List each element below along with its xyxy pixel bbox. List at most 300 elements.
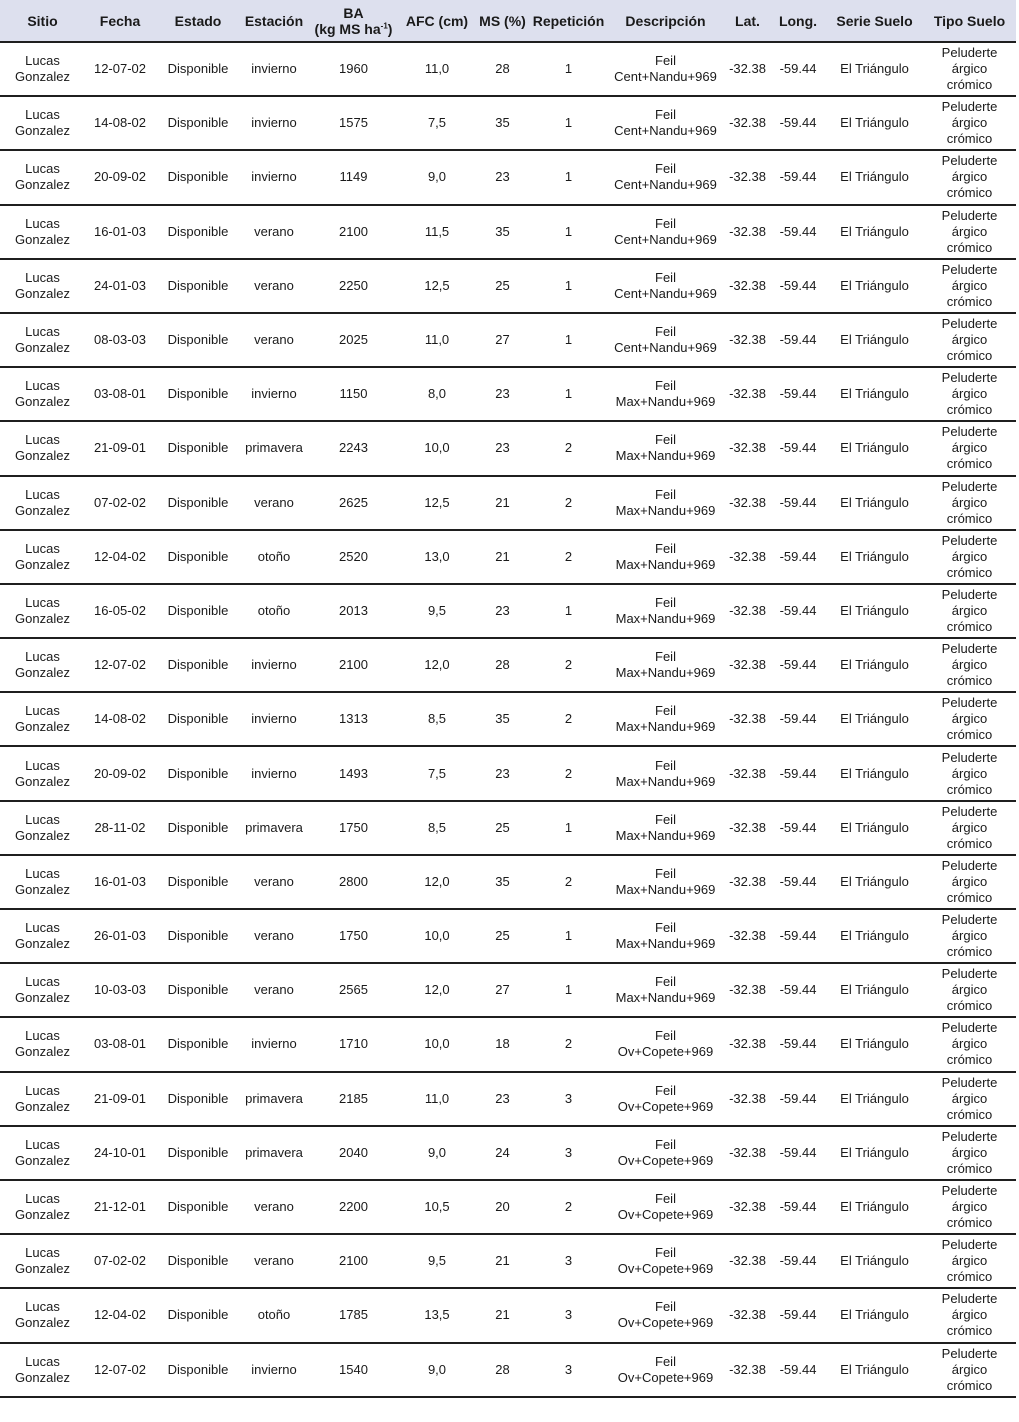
cell-tipo-suelo-text: árgico [951, 386, 988, 402]
cell-sitio-text: Gonzalez [15, 123, 70, 139]
cell-repeticion-text: 1 [564, 928, 573, 944]
header-afc: AFC (cm) [400, 0, 474, 42]
cell-estado [155, 1288, 241, 1342]
cell-repeticion [531, 313, 606, 367]
cell-estacion [241, 530, 307, 584]
cell-afc-text: 8,5 [427, 819, 447, 835]
cell-tipo-suelo [923, 1017, 1016, 1071]
cell-tipo-suelo-text: crómico [946, 1323, 993, 1339]
cell-estacion-text: primavera [245, 440, 303, 456]
cell-fecha-text: 14-08-02 [93, 711, 147, 727]
cell-descripcion-text: Cent+Nandu+969 [614, 340, 717, 356]
cell-estacion [241, 421, 307, 475]
cell-tipo-suelo-text: árgico [951, 765, 988, 781]
cell-estado-text: Disponible [167, 548, 229, 564]
cell-tipo-suelo [923, 96, 1016, 150]
cell-ms-text: 35 [495, 223, 510, 239]
cell-tipo-suelo-text: crómico [946, 402, 993, 418]
cell-estado [155, 313, 241, 367]
cell-ms-text: 21 [495, 1253, 510, 1269]
cell-estacion-text: invierno [251, 61, 297, 77]
header-sitio: Sitio [0, 0, 85, 42]
cell-serie-suelo [826, 205, 923, 259]
cell-ms-text: 21 [495, 494, 510, 510]
cell-sitio-text: Gonzalez [15, 285, 70, 301]
cell-sitio-text: Lucas [25, 865, 60, 881]
cell-serie-suelo-text: El Triángulo [840, 1307, 909, 1323]
table-row [0, 1343, 1016, 1397]
cell-estado-text: Disponible [167, 494, 229, 510]
cell-estado [155, 1072, 241, 1126]
cell-fecha-text: 12-07-02 [93, 1361, 147, 1377]
cell-estado-text: Disponible [167, 1144, 229, 1160]
cell-afc-text: 7,5 [427, 115, 447, 131]
cell-estacion [241, 584, 307, 638]
cell-sitio-text: Gonzalez [15, 936, 70, 952]
cell-estado [155, 96, 241, 150]
cell-fecha [85, 1288, 155, 1342]
table-row [0, 1126, 1016, 1180]
cell-ba [307, 1017, 400, 1071]
cell-fecha [85, 584, 155, 638]
cell-sitio [0, 1017, 85, 1071]
cell-lat [725, 530, 770, 584]
table-row [0, 909, 1016, 963]
cell-fecha [85, 313, 155, 367]
cell-long [770, 476, 826, 530]
cell-fecha-text: 24-10-01 [93, 1144, 147, 1160]
cell-tipo-suelo-text: crómico [946, 564, 993, 580]
cell-estacion [241, 746, 307, 800]
cell-afc [400, 1072, 474, 1126]
cell-estacion [241, 205, 307, 259]
cell-tipo-suelo-text: árgico [951, 169, 988, 185]
cell-fecha [85, 746, 155, 800]
cell-estado-text: Disponible [167, 928, 229, 944]
cell-long [770, 313, 826, 367]
cell-repeticion [531, 638, 606, 692]
cell-long [770, 1234, 826, 1288]
cell-long-text: -59.44 [779, 1199, 817, 1215]
cell-lat [725, 638, 770, 692]
cell-serie-suelo-text: El Triángulo [840, 223, 909, 239]
cell-repeticion-text: 1 [564, 169, 573, 185]
cell-fecha [85, 1126, 155, 1180]
cell-estado-text: Disponible [167, 223, 229, 239]
cell-fecha-text: 12-07-02 [93, 61, 147, 77]
cell-tipo-suelo-text: Peluderte [941, 1237, 998, 1253]
cell-descripcion [606, 1072, 725, 1126]
cell-estacion [241, 692, 307, 746]
cell-estado [155, 1234, 241, 1288]
cell-sitio [0, 205, 85, 259]
cell-estado [155, 746, 241, 800]
cell-descripcion-text: Max+Nandu+969 [615, 610, 716, 626]
cell-long-text: -59.44 [779, 1036, 817, 1052]
cell-tipo-suelo-text: Peluderte [941, 803, 998, 819]
cell-tipo-suelo-text: Peluderte [941, 749, 998, 765]
cell-tipo-suelo-text: Peluderte [941, 966, 998, 982]
cell-estacion [241, 638, 307, 692]
cell-descripcion-text: Max+Nandu+969 [615, 502, 716, 518]
cell-repeticion-text: 3 [564, 1361, 573, 1377]
cell-ba-text: 1750 [339, 819, 368, 835]
cell-descripcion-text: Max+Nandu+969 [615, 773, 716, 789]
cell-descripcion [606, 421, 725, 475]
cell-descripcion-text: Feil [655, 486, 676, 502]
header-fecha: Fecha [85, 0, 155, 42]
cell-long [770, 909, 826, 963]
cell-lat-text: -32.38 [729, 657, 766, 673]
cell-ba [307, 96, 400, 150]
cell-ba [307, 1126, 400, 1180]
cell-ms [474, 1343, 531, 1397]
cell-afc [400, 1234, 474, 1288]
cell-tipo-suelo-text: árgico [951, 1253, 988, 1269]
cell-serie-suelo [826, 963, 923, 1017]
cell-estado [155, 150, 241, 204]
cell-sitio-text: Gonzalez [15, 448, 70, 464]
cell-afc [400, 801, 474, 855]
cell-estado [155, 963, 241, 1017]
cell-lat [725, 205, 770, 259]
cell-descripcion-text: Feil [655, 53, 676, 69]
cell-descripcion [606, 367, 725, 421]
cell-ms [474, 150, 531, 204]
table-row [0, 692, 1016, 746]
cell-long [770, 42, 826, 96]
cell-ba-text: 2565 [339, 982, 368, 998]
cell-sitio-text: Gonzalez [15, 177, 70, 193]
cell-ms [474, 692, 531, 746]
cell-descripcion [606, 909, 725, 963]
cell-long-text: -59.44 [779, 548, 817, 564]
cell-afc-text: 10,0 [424, 1036, 450, 1052]
cell-ba-text: 2625 [339, 494, 368, 510]
cell-afc [400, 367, 474, 421]
cell-ms [474, 42, 531, 96]
cell-ba-text: 1150 [339, 386, 368, 402]
cell-lat-text: -32.38 [729, 1253, 766, 1269]
cell-repeticion-text: 2 [564, 494, 573, 510]
table-row [0, 801, 1016, 855]
cell-repeticion [531, 692, 606, 746]
cell-long [770, 1072, 826, 1126]
cell-sitio [0, 1343, 85, 1397]
cell-long-text: -59.44 [779, 332, 817, 348]
cell-tipo-suelo [923, 746, 1016, 800]
cell-repeticion-text: 3 [564, 1307, 573, 1323]
cell-descripcion-text: Max+Nandu+969 [615, 394, 716, 410]
cell-fecha [85, 530, 155, 584]
cell-sitio-text: Lucas [25, 757, 60, 773]
cell-serie-suelo [826, 1017, 923, 1071]
cell-tipo-suelo-text: Peluderte [941, 316, 998, 332]
cell-lat-text: -32.38 [729, 711, 766, 727]
cell-sitio-text: Lucas [25, 974, 60, 990]
cell-long-text: -59.44 [779, 1253, 817, 1269]
cell-long [770, 530, 826, 584]
header-estado: Estado [155, 0, 241, 42]
cell-sitio [0, 313, 85, 367]
cell-descripcion-text: Cent+Nandu+969 [614, 285, 717, 301]
cell-long-text: -59.44 [779, 223, 817, 239]
cell-fecha [85, 909, 155, 963]
cell-descripcion-text: Ov+Copete+969 [617, 1261, 714, 1277]
cell-sitio [0, 421, 85, 475]
cell-estado-text: Disponible [167, 1361, 229, 1377]
cell-long-text: -59.44 [779, 115, 817, 131]
cell-long-text: -59.44 [779, 711, 817, 727]
cell-repeticion [531, 259, 606, 313]
cell-tipo-suelo-text: árgico [951, 1036, 988, 1052]
cell-serie-suelo [826, 1288, 923, 1342]
cell-tipo-suelo-text: Peluderte [941, 99, 998, 115]
cell-ms-text: 20 [495, 1199, 510, 1215]
cell-estacion-text: verano [254, 1199, 294, 1215]
cell-afc-text: 12,5 [424, 277, 450, 293]
cell-serie-suelo-text: El Triángulo [840, 277, 909, 293]
cell-descripcion [606, 855, 725, 909]
cell-lat-text: -32.38 [729, 819, 766, 835]
cell-estado [155, 801, 241, 855]
cell-lat-text: -32.38 [729, 115, 766, 131]
cell-fecha [85, 476, 155, 530]
cell-descripcion [606, 1126, 725, 1180]
cell-descripcion-text: Ov+Copete+969 [617, 1369, 714, 1385]
cell-estacion-text: primavera [245, 1090, 303, 1106]
cell-serie-suelo-text: El Triángulo [840, 332, 909, 348]
cell-descripcion [606, 584, 725, 638]
cell-ms-text: 28 [495, 61, 510, 77]
table-row [0, 1072, 1016, 1126]
cell-descripcion-text: Feil [655, 1082, 676, 1098]
cell-tipo-suelo-text: árgico [951, 711, 988, 727]
cell-ba [307, 1343, 400, 1397]
cell-tipo-suelo-text: crómico [946, 1052, 993, 1068]
cell-sitio-text: Lucas [25, 53, 60, 69]
cell-ms [474, 205, 531, 259]
cell-estacion [241, 1288, 307, 1342]
cell-ba-text: 2025 [339, 332, 368, 348]
cell-tipo-suelo-text: crómico [946, 456, 993, 472]
cell-ba [307, 801, 400, 855]
cell-sitio-text: Gonzalez [15, 231, 70, 247]
cell-repeticion-text: 1 [564, 386, 573, 402]
header-ba-exponent: -1 [380, 20, 388, 30]
cell-serie-suelo-text: El Triángulo [840, 765, 909, 781]
cell-lat-text: -32.38 [729, 169, 766, 185]
cell-estado-text: Disponible [167, 982, 229, 998]
cell-lat [725, 855, 770, 909]
header-estacion: Estación [241, 0, 307, 42]
cell-serie-suelo-text: El Triángulo [840, 61, 909, 77]
cell-sitio-text: Lucas [25, 161, 60, 177]
cell-sitio [0, 476, 85, 530]
cell-estacion [241, 96, 307, 150]
cell-sitio-text: Lucas [25, 1136, 60, 1152]
cell-estado [155, 476, 241, 530]
cell-long-text: -59.44 [779, 1090, 817, 1106]
cell-tipo-suelo-text: árgico [951, 657, 988, 673]
cell-serie-suelo [826, 746, 923, 800]
cell-repeticion-text: 1 [564, 982, 573, 998]
cell-sitio-text: Lucas [25, 324, 60, 340]
header-ba-unit: (kg MS ha [314, 20, 381, 37]
cell-long [770, 584, 826, 638]
cell-serie-suelo [826, 1343, 923, 1397]
cell-tipo-suelo-text: crómico [946, 1215, 993, 1231]
cell-estacion [241, 801, 307, 855]
cell-estacion-text: invierno [251, 115, 297, 131]
cell-estado [155, 1180, 241, 1234]
cell-estacion-text: verano [254, 494, 294, 510]
cell-ba-text: 2100 [339, 1253, 368, 1269]
cell-estacion-text: invierno [251, 765, 297, 781]
cell-lat [725, 367, 770, 421]
table-row [0, 421, 1016, 475]
cell-long [770, 963, 826, 1017]
cell-ms-text: 18 [495, 1036, 510, 1052]
cell-fecha [85, 42, 155, 96]
cell-sitio-text: Gonzalez [15, 340, 70, 356]
cell-descripcion-text: Cent+Nandu+969 [614, 123, 717, 139]
cell-afc [400, 1180, 474, 1234]
cell-serie-suelo-text: El Triángulo [840, 494, 909, 510]
cell-fecha [85, 1343, 155, 1397]
cell-ms [474, 1288, 531, 1342]
cell-long-text: -59.44 [779, 765, 817, 781]
cell-ms-text: 23 [495, 386, 510, 402]
cell-tipo-suelo-text: Peluderte [941, 207, 998, 223]
cell-sitio-text: Gonzalez [15, 69, 70, 85]
cell-sitio-text: Gonzalez [15, 827, 70, 843]
cell-sitio-text: Lucas [25, 811, 60, 827]
cell-descripcion [606, 1017, 725, 1071]
cell-estacion [241, 150, 307, 204]
cell-estado-text: Disponible [167, 819, 229, 835]
cell-lat [725, 42, 770, 96]
cell-tipo-suelo [923, 205, 1016, 259]
cell-afc [400, 42, 474, 96]
cell-fecha-text: 21-09-01 [93, 440, 147, 456]
header-ba-close: ) [387, 20, 393, 37]
cell-fecha [85, 259, 155, 313]
cell-serie-suelo-text: El Triángulo [840, 1361, 909, 1377]
cell-long-text: -59.44 [779, 440, 817, 456]
cell-sitio [0, 150, 85, 204]
cell-ba-text: 2800 [339, 873, 368, 889]
cell-tipo-suelo-text: crómico [946, 1269, 993, 1285]
cell-descripcion [606, 96, 725, 150]
cell-ba [307, 259, 400, 313]
cell-long-text: -59.44 [779, 277, 817, 293]
cell-tipo-suelo [923, 259, 1016, 313]
cell-ms-text: 23 [495, 440, 510, 456]
cell-ms [474, 584, 531, 638]
cell-ms [474, 313, 531, 367]
cell-estacion [241, 963, 307, 1017]
cell-ms [474, 1234, 531, 1288]
cell-serie-suelo [826, 259, 923, 313]
cell-sitio-text: Lucas [25, 378, 60, 394]
header-row [0, 0, 1016, 42]
cell-estado [155, 1017, 241, 1071]
cell-long-text: -59.44 [779, 657, 817, 673]
cell-descripcion-text: Feil [655, 974, 676, 990]
cell-long [770, 1343, 826, 1397]
cell-tipo-suelo-text: Peluderte [941, 1291, 998, 1307]
cell-afc-text: 10,5 [424, 1199, 450, 1215]
cell-fecha-text: 03-08-01 [93, 386, 147, 402]
cell-estado-text: Disponible [167, 440, 229, 456]
cell-long [770, 259, 826, 313]
cell-tipo-suelo-text: árgico [951, 1090, 988, 1106]
cell-tipo-suelo-text: crómico [946, 727, 993, 743]
cell-ms [474, 855, 531, 909]
cell-lat [725, 1180, 770, 1234]
cell-repeticion-text: 3 [564, 1253, 573, 1269]
cell-estacion [241, 1126, 307, 1180]
cell-descripcion-text: Feil [655, 432, 676, 448]
cell-sitio-text: Gonzalez [15, 1261, 70, 1277]
cell-afc [400, 96, 474, 150]
cell-tipo-suelo-text: Peluderte [941, 45, 998, 61]
cell-ba-text: 1750 [339, 928, 368, 944]
cell-tipo-suelo-text: árgico [951, 440, 988, 456]
cell-estacion-text: verano [254, 223, 294, 239]
cell-serie-suelo-text: El Triángulo [840, 928, 909, 944]
cell-descripcion-text: Max+Nandu+969 [615, 990, 716, 1006]
cell-sitio-text: Gonzalez [15, 1098, 70, 1114]
cell-sitio-text: Gonzalez [15, 665, 70, 681]
cell-descripcion-text: Feil [655, 594, 676, 610]
cell-estado-text: Disponible [167, 1036, 229, 1052]
cell-afc-text: 7,5 [427, 765, 447, 781]
cell-long-text: -59.44 [779, 819, 817, 835]
cell-serie-suelo [826, 96, 923, 150]
table-row [0, 1180, 1016, 1234]
cell-lat [725, 1017, 770, 1071]
cell-ms [474, 638, 531, 692]
cell-sitio [0, 96, 85, 150]
cell-afc [400, 1288, 474, 1342]
cell-tipo-suelo [923, 1072, 1016, 1126]
cell-estado [155, 421, 241, 475]
cell-repeticion-text: 2 [564, 873, 573, 889]
cell-estado [155, 584, 241, 638]
cell-lat-text: -32.38 [729, 1199, 766, 1215]
cell-afc [400, 150, 474, 204]
cell-serie-suelo-text: El Triángulo [840, 1199, 909, 1215]
cell-serie-suelo [826, 1180, 923, 1234]
cell-lat-text: -32.38 [729, 928, 766, 944]
cell-estacion-text: invierno [251, 1036, 297, 1052]
cell-lat [725, 1126, 770, 1180]
cell-lat [725, 801, 770, 855]
cell-ba-text: 1149 [339, 169, 368, 185]
cell-descripcion-text: Feil [655, 324, 676, 340]
cell-tipo-suelo-text: crómico [946, 510, 993, 526]
cell-afc [400, 1126, 474, 1180]
cell-tipo-suelo-text: Peluderte [941, 1020, 998, 1036]
cell-descripcion [606, 530, 725, 584]
cell-repeticion [531, 150, 606, 204]
cell-repeticion-text: 2 [564, 548, 573, 564]
cell-fecha-text: 24-01-03 [93, 277, 147, 293]
cell-repeticion [531, 42, 606, 96]
cell-repeticion-text: 1 [564, 332, 573, 348]
